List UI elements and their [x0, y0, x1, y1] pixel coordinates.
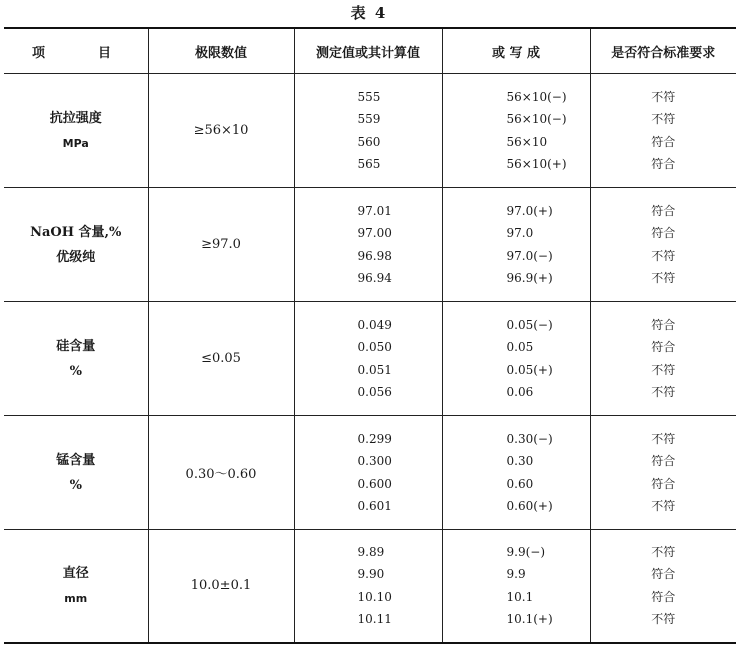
verdict-cell: 不符 符合 符合 不符	[590, 530, 736, 643]
verdict-cell: 符合 符合 不符 不符	[590, 302, 736, 416]
written-cell: 56×10(−) 56×10(−) 56×10 56×10(+)	[442, 74, 590, 188]
table-row	[4, 416, 736, 530]
data-table	[4, 27, 736, 644]
header-row	[4, 28, 736, 74]
item-cell: 抗拉强度 MPa	[4, 74, 148, 188]
written-cell: 0.30(−) 0.30 0.60 0.60(+)	[442, 416, 590, 530]
header-written: 或 写 成	[442, 28, 590, 74]
header-item: 项 目	[4, 28, 148, 74]
item-cell: 锰含量 %	[4, 416, 148, 530]
table-row	[4, 188, 736, 302]
written-cell: 97.0(+) 97.0 97.0(−) 96.9(+)	[442, 188, 590, 302]
verdict-cell: 不符 不符 符合 符合	[590, 74, 736, 188]
written-cell: 9.9(−) 9.9 10.1 10.1(+)	[442, 530, 590, 643]
measured-cell: 555 559 560 565	[294, 74, 442, 188]
header-verdict: 是否符合标准要求	[590, 28, 736, 74]
table-row	[4, 302, 736, 416]
item-cell: 硅含量 %	[4, 302, 148, 416]
item-cell: NaOH 含量,% 优级纯	[4, 188, 148, 302]
verdict-cell: 符合 符合 不符 不符	[590, 188, 736, 302]
limit-cell: ≥56×10	[148, 74, 294, 188]
limit-cell: ≤0.05	[148, 302, 294, 416]
measured-cell: 9.89 9.90 10.10 10.11	[294, 530, 442, 643]
header-limit: 极限数值	[148, 28, 294, 74]
limit-cell: ≥97.0	[148, 188, 294, 302]
item-cell: 直径 mm	[4, 530, 148, 643]
measured-cell: 97.01 97.00 96.98 96.94	[294, 188, 442, 302]
limit-cell: 10.0±0.1	[148, 530, 294, 643]
table-caption: 表 4	[350, 4, 388, 22]
verdict-cell: 不符 符合 符合 不符	[590, 416, 736, 530]
table-row	[4, 74, 736, 188]
measured-cell: 0.049 0.050 0.051 0.056	[294, 302, 442, 416]
measured-cell: 0.299 0.300 0.600 0.601	[294, 416, 442, 530]
written-cell: 0.05(−) 0.05 0.05(+) 0.06	[442, 302, 590, 416]
limit-cell: 0.30～0.60	[148, 416, 294, 530]
header-measured: 测定值或其计算值	[294, 28, 442, 74]
table-row	[4, 530, 736, 643]
